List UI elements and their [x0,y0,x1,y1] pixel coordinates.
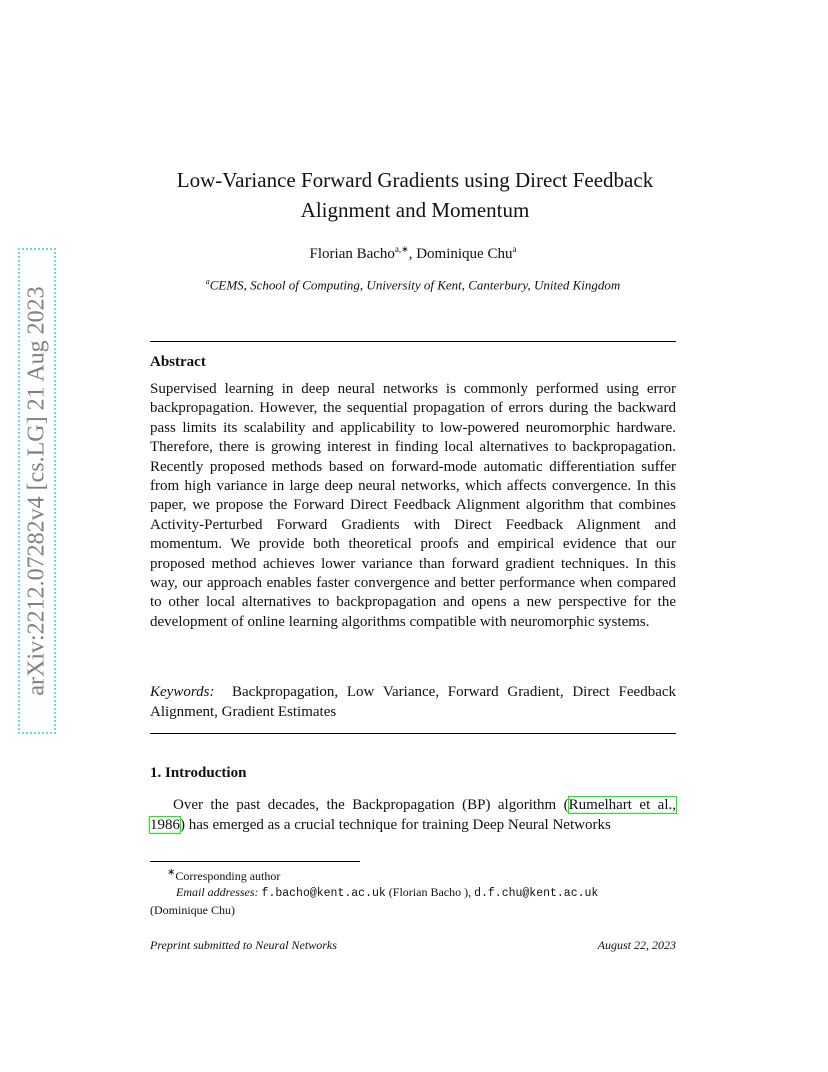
citation-link[interactable]: Rumelhart et al., [568,797,677,813]
footer-date: August 22, 2023 [597,938,676,952]
author-marks: a [512,244,517,254]
footnote-rule [150,861,360,862]
email-link[interactable]: d.f.chu@kent.ac.uk [474,887,599,900]
author-list [150,244,676,263]
footnote-email-owner-line: (Dominique Chu) [150,903,235,917]
footnote-corresponding [150,865,676,884]
intro-text: ) has emerged as a crucial technique for training Deep Neural Networks [180,817,611,833]
title-line-1: Low-Variance Forward Gradients using Direct Feedback [176,168,654,192]
footnote [150,865,676,918]
keywords [150,682,676,722]
author-name: Florian Bacho [309,246,395,262]
intro-text: Over the past decades, the Backpropagation (BP) algorithm ( [173,797,569,813]
abstract-bottom-rule [150,733,676,734]
keywords-label: Keywords: [150,684,215,700]
footnote-corresponding-text: Corresponding author [175,869,281,883]
introduction-paragraph [150,795,676,835]
author-marks: a,∗ [394,244,409,254]
keywords-list: Backpropagation, Low Variance, Forward Gradient, Direct Feedback Alignment, Gradient Estimates [150,684,677,720]
abstract-heading: Abstract [150,354,206,370]
email-label: Email addresses: [176,885,259,899]
footnote-emails [150,884,676,902]
affiliation-text: CEMS, School of Computing, University of Kent, Canterbury, United Kingdom [209,277,621,293]
footer-preprint-note: Preprint submitted to Neural Networks [150,938,337,952]
title-line-2: Alignment and Momentum [300,198,530,222]
paper-title [120,165,710,225]
author-name: Dominique Chu [416,246,513,262]
email-link[interactable]: f.bacho@kent.ac.uk [261,887,386,900]
abstract-body: Supervised learning in deep neural networks is commonly performed using error backpropagation. However, the sequential propagation of errors during the backward pass limits its scalability and applicability to low-powered neuromorphic hardware. Therefore, there is growing interest in finding local alternatives to backpropagation. Recently proposed methods based on forward-mode automatic differentiation suffer from high variance in large deep neural networks, which affects convergence. In this paper, we propose the Forward Direct Feedback Alignment algorithm that combines Activity-Perturbed Forward Gradients with Direct Feedback Alignment and momentum. We provide both theoretical proofs and empirical evidence that our proposed method achieves lower variance than forward gradient techniques. In this way, our approach enables faster convergence and better performance when compared to other local alternatives to backpropagation and opens a new perspective for the development of online learning algorithms compatible with neuromorphic systems. [150,381,676,630]
arxiv-identifier[interactable]: arXiv:2212.07282v4 [cs.LG] 21 Aug 2023 [23,286,50,696]
author-separator: , [408,246,417,262]
citation-link-year[interactable]: 1986 [150,817,180,833]
abstract-top-rule [150,341,676,342]
affiliation-mark: a [205,277,210,286]
affiliation [150,277,676,293]
footnote-mark: ∗ [167,867,176,878]
section-heading-introduction: 1. Introduction [150,765,247,781]
email-owner: (Florian Bacho ), [385,885,475,899]
